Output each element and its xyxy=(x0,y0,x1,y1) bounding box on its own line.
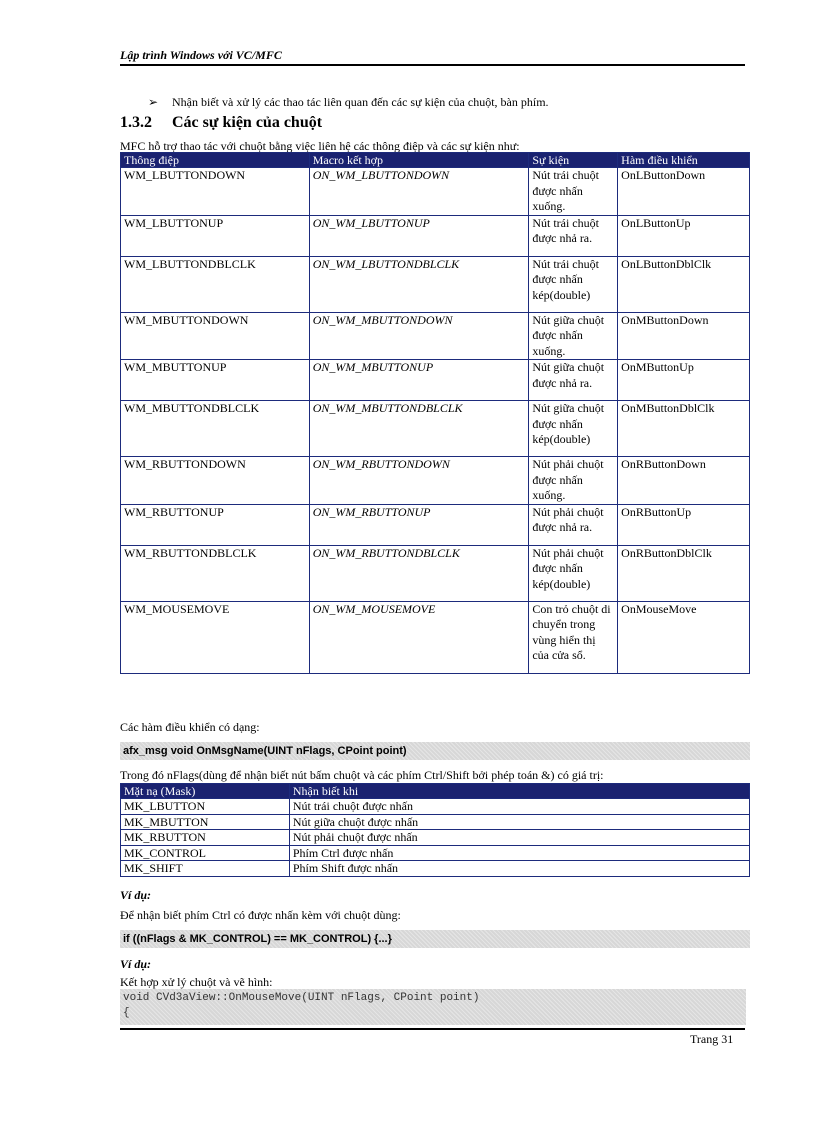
macro-cell: ON_WM_LBUTTONUP xyxy=(309,215,529,256)
event-cell: Nút trái chuột được nhấn kép(double) xyxy=(529,256,618,312)
table-row xyxy=(121,168,750,216)
footer-divider xyxy=(120,1028,745,1030)
table-row xyxy=(121,814,750,830)
message-cell: WM_RBUTTONDBLCLK xyxy=(121,545,310,601)
bullet-item xyxy=(148,95,549,110)
event-cell: Con trỏ chuột di chuyển trong vùng hiển thị của cửa sổ. xyxy=(529,601,618,673)
table-row xyxy=(121,457,750,505)
table-row xyxy=(121,360,750,401)
message-table xyxy=(120,152,750,674)
macro-cell: ON_WM_MBUTTONUP xyxy=(309,360,529,401)
section-number: 1.3.2 xyxy=(120,114,152,131)
code-block xyxy=(120,989,746,1025)
code-line: void CVd3aView::OnMouseMove(UINT nFlags, CPoint point) xyxy=(123,992,480,1004)
table-row xyxy=(121,215,750,256)
event-cell: Nút phải chuột được nhả ra. xyxy=(529,504,618,545)
handler-cell: OnLButtonDblClk xyxy=(618,256,750,312)
message-cell: WM_LBUTTONUP xyxy=(121,215,310,256)
table-row xyxy=(121,845,750,861)
mask-table-header xyxy=(121,784,750,799)
event-cell: Nút trái chuột được nhả ra. xyxy=(529,215,618,256)
macro-cell: ON_WM_MBUTTONDBLCLK xyxy=(309,401,529,457)
table-row xyxy=(121,601,750,673)
handler-cell: OnMButtonUp xyxy=(618,360,750,401)
mask-cell: MK_RBUTTON xyxy=(121,830,290,846)
message-cell: WM_LBUTTONDOWN xyxy=(121,168,310,216)
example-label: Ví dụ: xyxy=(120,957,152,971)
example-text: Để nhận biết phím Ctrl có được nhấn kèm với chuột dùng: xyxy=(120,908,401,922)
example-text: Kết hợp xử lý chuột và vẽ hình: xyxy=(120,975,273,989)
meaning-cell: Nút trái chuột được nhấn xyxy=(289,799,749,815)
event-cell: Nút trái chuột được nhấn xuống. xyxy=(529,168,618,216)
message-cell: WM_MBUTTONUP xyxy=(121,360,310,401)
table-row xyxy=(121,256,750,312)
section-heading xyxy=(120,114,322,132)
column-header: Macro kết hợp xyxy=(309,153,529,168)
table-row xyxy=(121,799,750,815)
table-row xyxy=(121,504,750,545)
column-header: Sự kiện xyxy=(529,153,618,168)
mask-cell: MK_MBUTTON xyxy=(121,814,290,830)
message-cell: WM_MBUTTONDBLCLK xyxy=(121,401,310,457)
table-row xyxy=(121,545,750,601)
table-row xyxy=(121,830,750,846)
message-cell: WM_MBUTTONDOWN xyxy=(121,312,310,360)
header-title: Lập trình Windows với VC/MFC xyxy=(120,48,282,62)
macro-cell: ON_WM_LBUTTONDOWN xyxy=(309,168,529,216)
event-cell: Nút giữa chuột được nhấn xuống. xyxy=(529,312,618,360)
page-number: Trang 31 xyxy=(690,1032,734,1046)
handler-cell: OnRButtonDown xyxy=(618,457,750,505)
meaning-cell: Nút phải chuột được nhấn xyxy=(289,830,749,846)
event-cell: Nút phải chuột được nhấn xuống. xyxy=(529,457,618,505)
column-header: Hàm điều khiển xyxy=(618,153,750,168)
macro-cell: ON_WM_RBUTTONDBLCLK xyxy=(309,545,529,601)
mask-cell: MK_LBUTTON xyxy=(121,799,290,815)
handler-cell: OnMouseMove xyxy=(618,601,750,673)
handler-cell: OnMButtonDown xyxy=(618,312,750,360)
message-cell: WM_RBUTTONDOWN xyxy=(121,457,310,505)
page-header xyxy=(120,42,745,66)
handler-form-text: Các hàm điều khiển có dạng: xyxy=(120,720,260,734)
handler-cell: OnRButtonUp xyxy=(618,504,750,545)
handler-cell: OnMButtonDblClk xyxy=(618,401,750,457)
mask-cell: MK_SHIFT xyxy=(121,861,290,877)
table-row xyxy=(121,312,750,360)
example-label: Ví dụ: xyxy=(120,888,152,902)
macro-cell: ON_WM_MOUSEMOVE xyxy=(309,601,529,673)
handler-signature-code: afx_msg void OnMsgName(UINT nFlags, CPoint point) xyxy=(120,742,750,760)
mask-cell: MK_CONTROL xyxy=(121,845,290,861)
macro-cell: ON_WM_MBUTTONDOWN xyxy=(309,312,529,360)
macro-cell: ON_WM_RBUTTONUP xyxy=(309,504,529,545)
event-cell: Nút phải chuột được nhấn kép(double) xyxy=(529,545,618,601)
message-cell: WM_RBUTTONUP xyxy=(121,504,310,545)
column-header: Nhận biết khi xyxy=(289,784,749,799)
event-cell: Nút giữa chuột được nhấn kép(double) xyxy=(529,401,618,457)
code-line: { xyxy=(123,1007,130,1019)
meaning-cell: Nút giữa chuột được nhấn xyxy=(289,814,749,830)
macro-cell: ON_WM_RBUTTONDOWN xyxy=(309,457,529,505)
handler-cell: OnLButtonUp xyxy=(618,215,750,256)
message-cell: WM_LBUTTONDBLCLK xyxy=(121,256,310,312)
event-cell: Nút giữa chuột được nhả ra. xyxy=(529,360,618,401)
example-code: if ((nFlags & MK_CONTROL) == MK_CONTROL) {...} xyxy=(120,930,750,948)
table-row xyxy=(121,401,750,457)
arrow-bullet-icon: ➢ xyxy=(148,95,159,109)
column-header: Thông điệp xyxy=(121,153,310,168)
column-header: Mặt nạ (Mask) xyxy=(121,784,290,799)
section-title: Các sự kiện của chuột xyxy=(172,114,323,131)
mask-table xyxy=(120,783,750,877)
table-row xyxy=(121,861,750,877)
meaning-cell: Phím Shift được nhấn xyxy=(289,861,749,877)
handler-cell: OnRButtonDblClk xyxy=(618,545,750,601)
handler-cell: OnLButtonDown xyxy=(618,168,750,216)
meaning-cell: Phím Ctrl được nhấn xyxy=(289,845,749,861)
message-table-header xyxy=(121,153,750,168)
intro-paragraph: MFC hỗ trợ thao tác với chuột bằng việc liên hệ các thông điệp và các sự kiện như: xyxy=(120,139,520,153)
nflags-paragraph: Trong đó nFlags(dùng để nhận biết nút bấm chuột và các phím Ctrl/Shift bởi phép toán &) có giá trị: xyxy=(120,768,604,782)
message-cell: WM_MOUSEMOVE xyxy=(121,601,310,673)
bullet-text: Nhận biết và xử lý các thao tác liên quan đến các sự kiện của chuột, bàn phím. xyxy=(172,95,549,109)
macro-cell: ON_WM_LBUTTONDBLCLK xyxy=(309,256,529,312)
